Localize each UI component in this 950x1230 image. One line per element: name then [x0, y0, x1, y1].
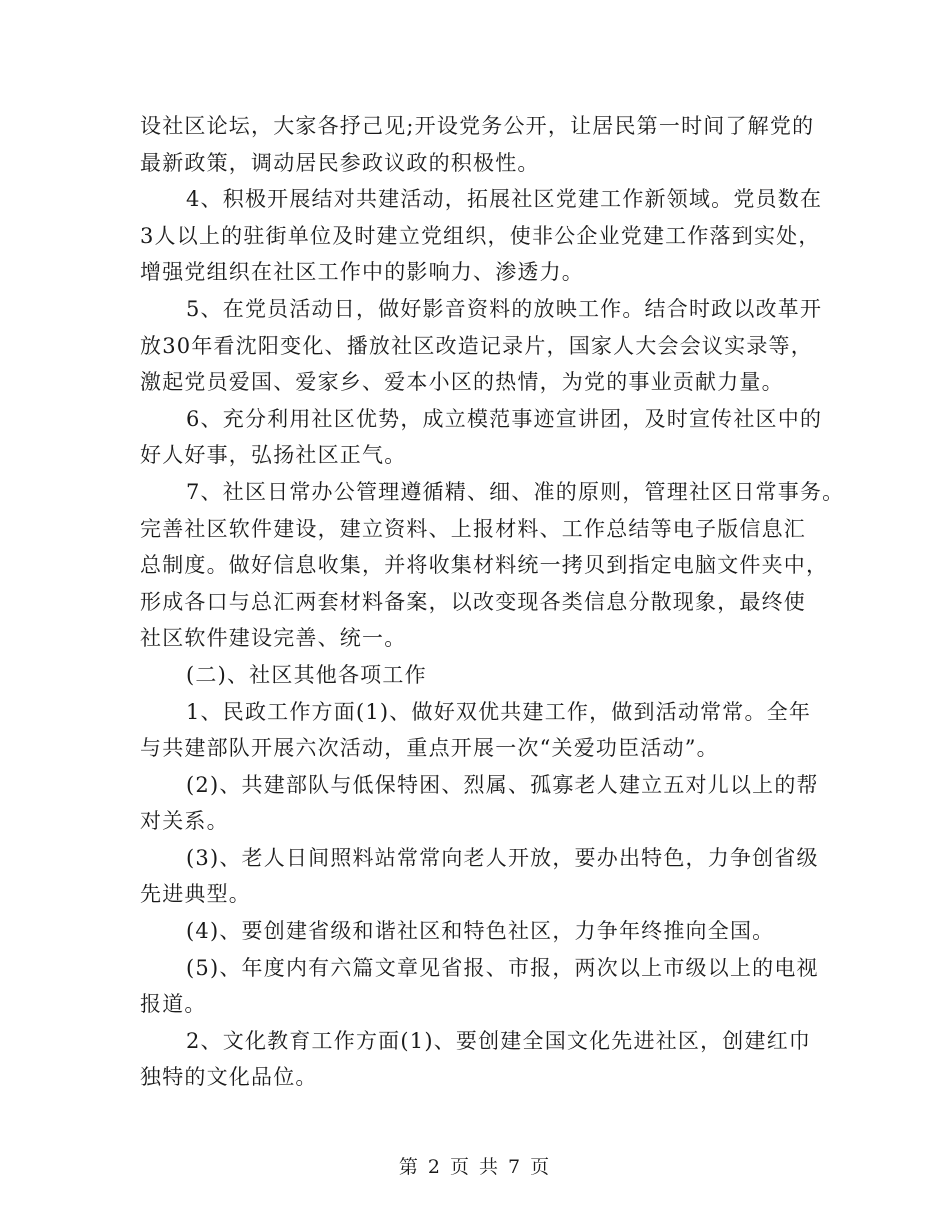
- text-line: 1、民政工作方面(1)、做好双优共建工作，做到活动常常。全年: [186, 699, 812, 724]
- paragraph: [140, 108, 830, 181]
- text-line: 独特的文化品位。: [140, 1065, 318, 1090]
- text-line: 总制度。做好信息收集，并将收集材料统一拷贝到指定电脑文件夹中，: [140, 553, 829, 578]
- text-line: 增强党组织在社区工作中的影响力、渗透力。: [140, 260, 584, 285]
- paragraph: [140, 950, 830, 1023]
- text-line: 先进典型。: [140, 882, 251, 907]
- paragraph: [140, 1023, 830, 1096]
- text-line: 与共建部队开展六次活动，重点开展一次“关爱功臣活动”。: [140, 736, 719, 761]
- text-line: 4、积极开展结对共建活动，拓展社区党建工作新领域。党员数在: [186, 187, 823, 212]
- paragraph: [140, 694, 830, 767]
- text-line: 2、文化教育工作方面(1)、要创建全国文化先进社区，创建红巾: [186, 1028, 812, 1053]
- text-line: 好人好事，弘扬社区正气。: [140, 443, 407, 468]
- text-line: (4)、要创建省级和谐社区和特色社区，力争年终推向全国。: [186, 919, 775, 944]
- text-line: (2)、共建部队与低保特困、烈属、孤寡老人建立五对儿以上的帮: [186, 772, 819, 797]
- text-line: (3)、老人日间照料站常常向老人开放，要办出特色，力争创省级: [186, 845, 819, 870]
- text-line: (二)、社区其他各项工作: [186, 662, 427, 687]
- text-line: 激起党员爱国、爱家乡、爱本小区的热情，为党的事业贡献力量。: [140, 370, 784, 395]
- text-line: 社区软件建设完善、统一。: [140, 626, 407, 651]
- paragraph: [140, 401, 830, 474]
- text-line: (5)、年度内有六篇文章见省报、市报，两次以上市级以上的电视: [186, 955, 819, 980]
- text-line: 6、充分利用社区优势，成立模范事迹宣讲团，及时宣传社区中的: [186, 406, 823, 431]
- paragraph: [140, 474, 845, 657]
- text-line: 放30年看沈阳变化、播放社区改造记录片，国家人大会会议实录等，: [140, 333, 813, 358]
- section-heading: [140, 657, 830, 694]
- text-line: 最新政策，调动居民参政议政的积极性。: [140, 150, 540, 175]
- paragraph: [140, 291, 830, 401]
- text-line: 对关系。: [140, 809, 229, 834]
- text-line: 设社区论坛，大家各抒己见;开设党务公开，让居民第一时间了解党的: [140, 114, 815, 138]
- page-number: 第 2 页 共 7 页: [398, 1156, 552, 1178]
- text-line: 报道。: [140, 992, 207, 1017]
- text-line: 7、社区日常办公管理遵循精、细、准的原则，管理社区日常事务。: [186, 479, 845, 504]
- paragraph: [140, 767, 830, 840]
- text-line: 形成各口与总汇两套材料备案，以改变现各类信息分散现象，最终使: [140, 589, 806, 614]
- paragraph: [140, 181, 830, 291]
- text-line: 完善社区软件建设，建立资料、上报材料、工作总结等电子版信息汇: [140, 516, 806, 541]
- paragraph: [140, 913, 830, 950]
- paragraph: [140, 840, 830, 913]
- document-body: [140, 108, 845, 1096]
- text-line: 5、在党员活动日，做好影音资料的放映工作。结合时政以改革开: [186, 296, 823, 321]
- text-line: 3人以上的驻街单位及时建立党组织，使非公企业党建工作落到实处，: [140, 223, 821, 248]
